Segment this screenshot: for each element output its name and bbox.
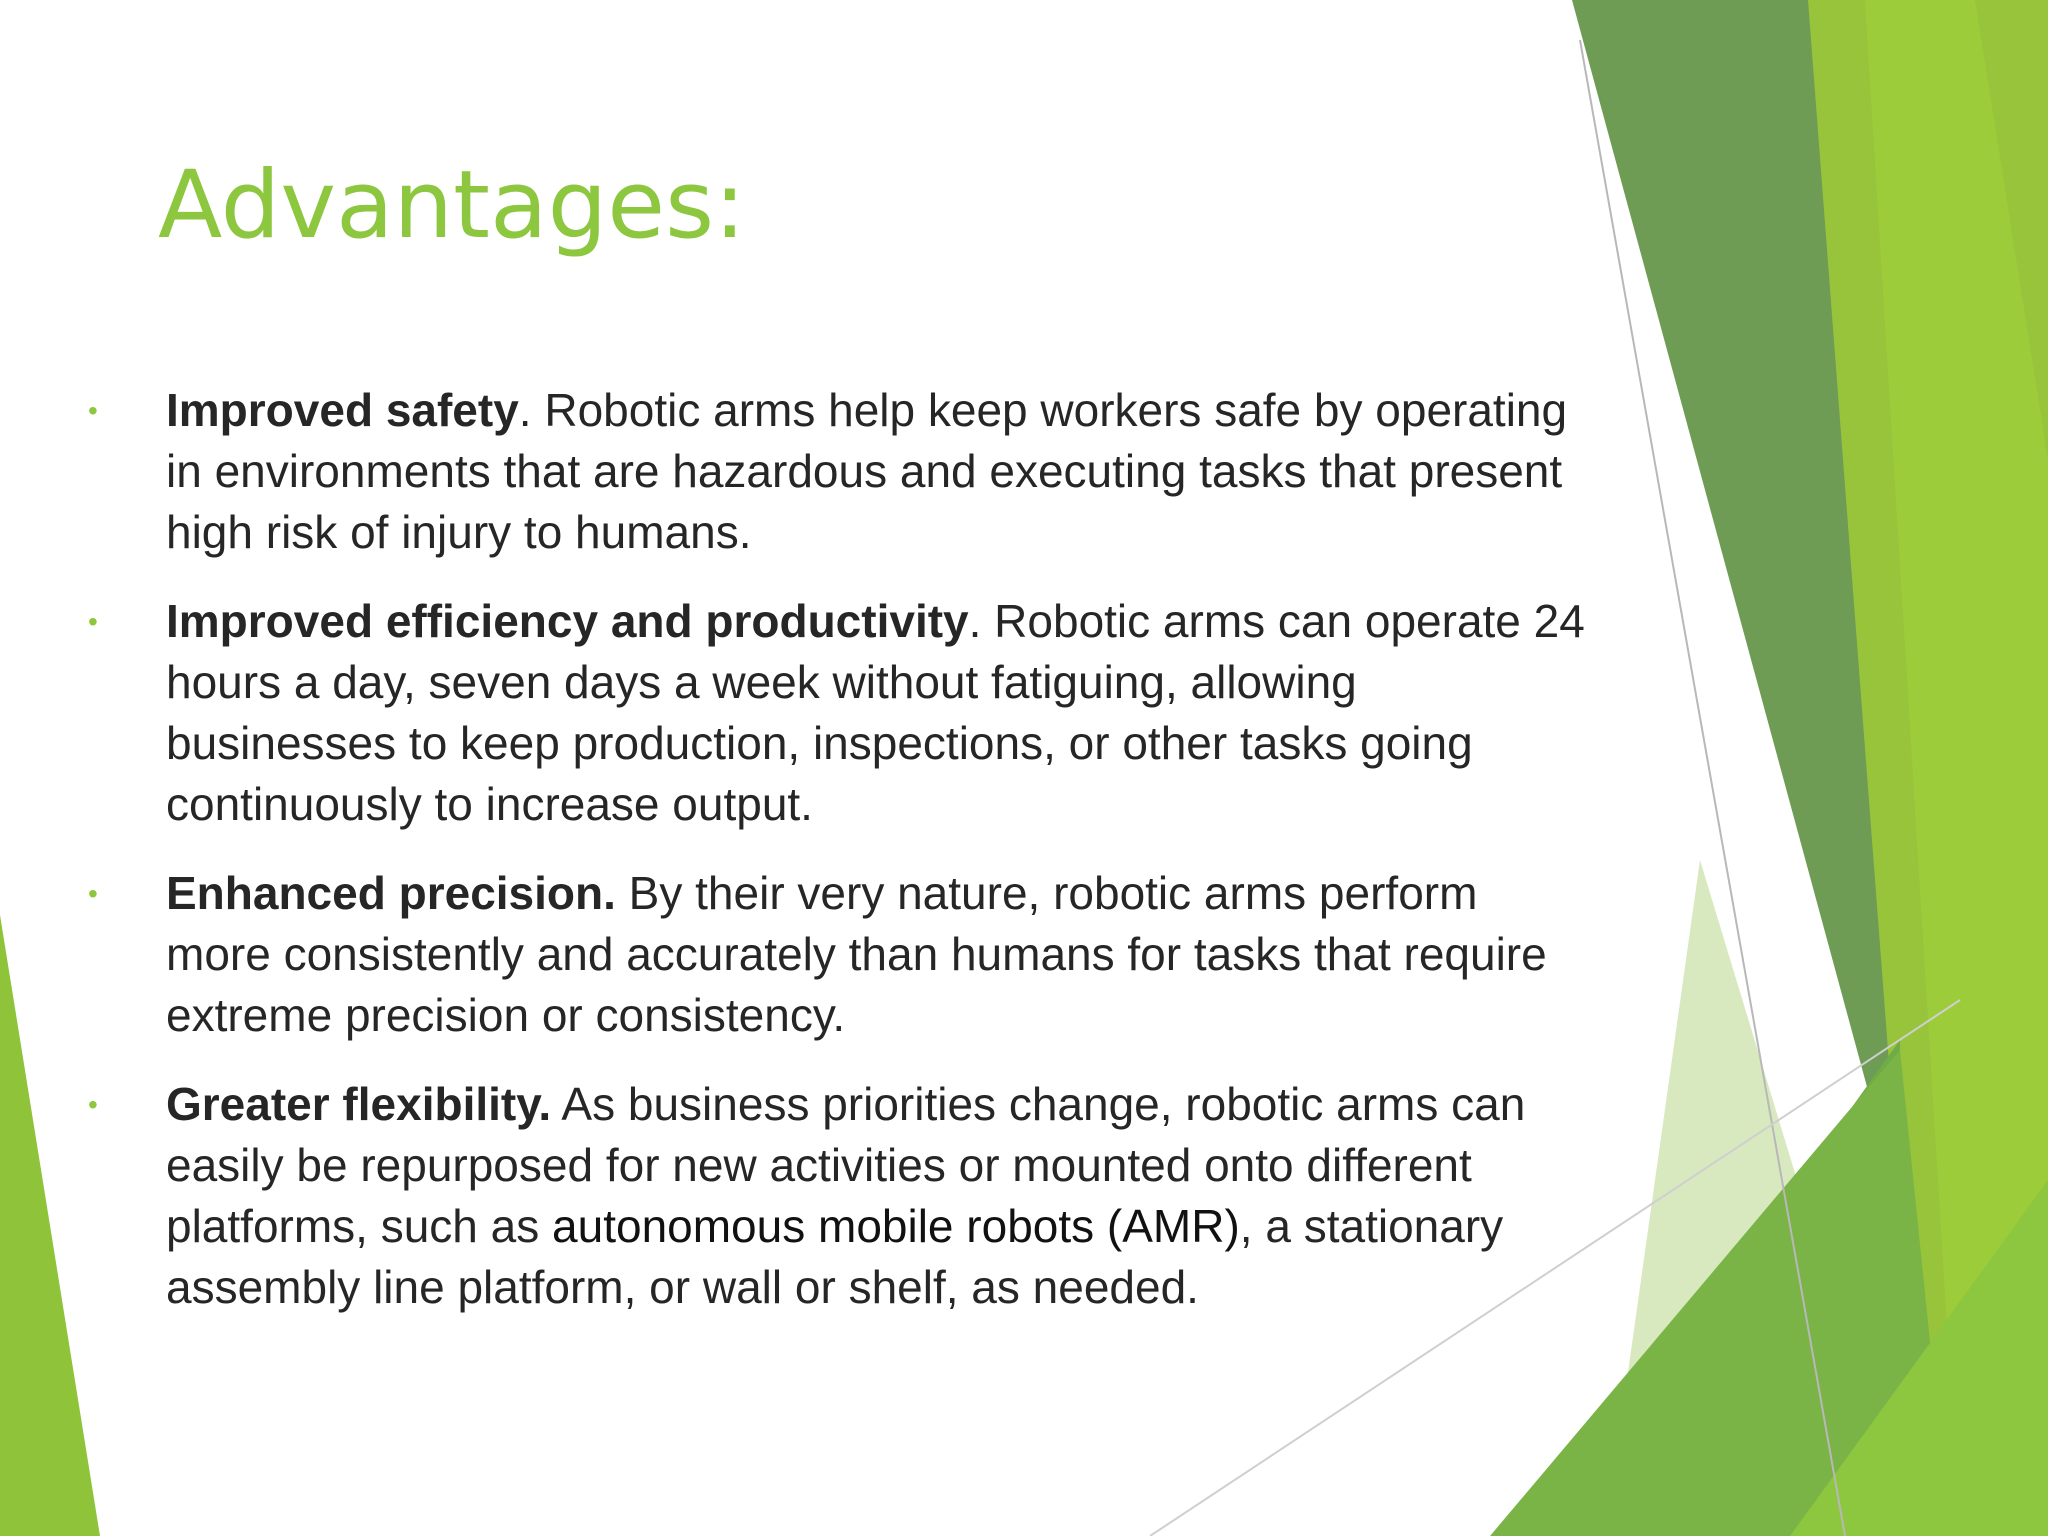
bullet-line: assembly line platform, or wall or shelf, as needed. (166, 1261, 1199, 1313)
bullet-line: more consistently and accurately than humans for tasks that require (166, 928, 1547, 980)
bullet-line: extreme precision or consistency. (166, 989, 846, 1041)
bullet-line (166, 591, 1764, 652)
bullet-line (166, 1196, 1764, 1257)
bullet-line (166, 1074, 1764, 1135)
bullet-line: hours a day, seven days a week without fatiguing, allowing (166, 656, 1357, 708)
bullet-text: . Robotic arms can operate 24 (968, 595, 1585, 647)
bullet-text: . Robotic arms help keep workers safe by operating (518, 384, 1568, 436)
bullet-term: Greater flexibility. (166, 1078, 552, 1130)
bullet-text: By their very nature, robotic arms perform (615, 867, 1478, 919)
bullet-term: Improved safety (166, 384, 519, 436)
bullet-dot-icon: • (88, 1089, 98, 1120)
bullet-dot-icon: • (88, 606, 98, 637)
bullet-line (166, 863, 1764, 924)
bullet-item-precision (84, 863, 1764, 1046)
bullet-line: easily be repurposed for new activities or mounted onto different (166, 1139, 1472, 1191)
bullet-dot-icon: • (88, 395, 98, 426)
amr-link[interactable]: autonomous mobile robots (AMR) (552, 1200, 1240, 1252)
bullet-item-safety (84, 380, 1764, 563)
bullet-dot-icon: • (88, 878, 98, 909)
bullet-line: high risk of injury to humans. (166, 506, 752, 558)
slide-title: Advantages: (158, 151, 746, 260)
bullet-list (84, 380, 1764, 1346)
bullet-line: businesses to keep production, inspections, or other tasks going (166, 717, 1473, 769)
bullet-line (166, 380, 1764, 441)
bullet-text: , a stationary (1239, 1200, 1504, 1252)
bullet-line: continuously to increase output. (166, 778, 813, 830)
bullet-term: Improved efficiency and productivity (166, 595, 969, 647)
bullet-text: As business priorities change, robotic arms can (551, 1078, 1526, 1130)
bullet-term: Enhanced precision. (166, 867, 616, 919)
bullet-item-flexibility (84, 1074, 1764, 1318)
bullet-item-efficiency (84, 591, 1764, 835)
bullet-line: in environments that are hazardous and executing tasks that present (166, 445, 1563, 497)
bullet-text: platforms, such as (166, 1200, 553, 1252)
